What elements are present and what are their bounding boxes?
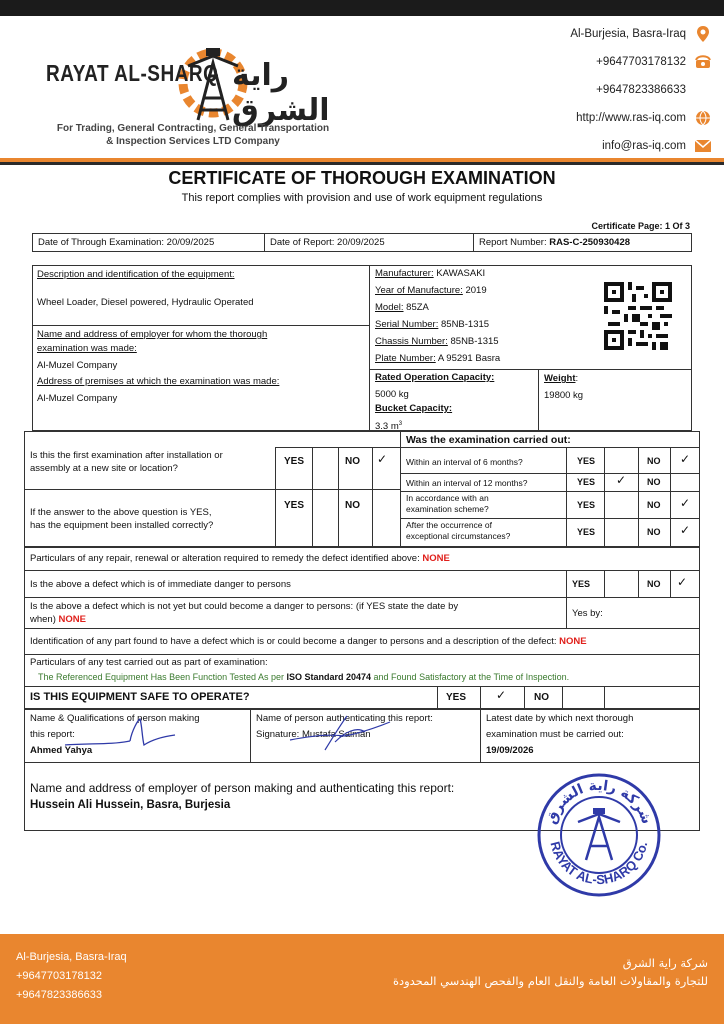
exam-date: Date of Through Examination: 20/09/2025 (38, 237, 215, 248)
exceptional-circumstances: After the occurrence of exceptional circumstances? (406, 520, 511, 541)
contact-address: Al-Burjesia, Basra-Iraq (452, 20, 712, 48)
weight-value: 19800 kg (544, 390, 584, 401)
footer-contact: Al-Burjesia, Basra-Iraq +9647703178132 +9647823386633 (16, 951, 127, 1001)
q2-no[interactable]: NO (345, 500, 360, 511)
question-first-exam: Is this the first examination after installation or (30, 450, 223, 461)
q1-no-tick: ✓ (377, 452, 388, 466)
svg-text:RAYAT AL-SHARQ Co.: RAYAT AL-SHARQ Co. (547, 839, 651, 888)
employer-value: Al-Muzel Company (37, 360, 118, 371)
plate-number: Plate Number: A 95291 Basra (375, 353, 501, 364)
employer-label: Name and address of employer for whom the thorough (37, 329, 268, 340)
certificate-subtitle: This report complies with provision and use of work equipment regulations (181, 192, 543, 204)
report-maker-name: Ahmed Yahya (30, 745, 93, 756)
test-particulars-label: Particulars of any test carried out as part of examination: (30, 657, 268, 668)
logo-text-en: RAYAT AL-SHARQ (46, 61, 219, 87)
carried-out-title: Was the examination carried out: (406, 434, 571, 446)
envelope-icon (694, 137, 712, 155)
top-bar (0, 0, 724, 16)
phone-icon (694, 53, 712, 71)
company-stamp (536, 772, 662, 898)
dark-divider (0, 162, 724, 165)
contact-email: info@ras-iq.com (452, 132, 712, 160)
safe-yes[interactable]: YES (446, 692, 467, 703)
report-date: Date of Report: 20/09/2025 (270, 237, 385, 248)
interval-12-months: Within an interval of 12 months? (406, 478, 528, 488)
test-particulars-value: The Referenced Equipment Has Been Function Tested As per ISO Standard 20474 and Found Satisfactory at the Time of Inspection. (38, 672, 570, 682)
yes-by: Yes by: (572, 608, 603, 619)
q1-yes[interactable]: YES (284, 456, 305, 467)
report-number: Report Number: RAS-C-250930428 (479, 237, 631, 248)
desc-label: Description and identification of the equipment: (37, 269, 235, 280)
location-pin-icon (694, 25, 712, 43)
immediate-danger-question: Is the above a defect which is of immediate danger to persons (30, 579, 291, 590)
authenticator-label: Name of person authenticating this report: (256, 713, 433, 724)
logo-subtitle: For Trading, General Contracting, General Transportation & Inspection Services LTD Company (56, 123, 330, 147)
contact-phone-1: +9647703178132 (452, 48, 712, 76)
authenticator-name: Signature: Mustafa Salman (256, 729, 371, 740)
interval-6-months: Within an interval of 6 months? (406, 457, 523, 467)
signature-authenticator (285, 712, 395, 754)
bucket-value: 3.3 $m^3$ (375, 421, 403, 433)
manufacturer: Manufacturer: KAWASAKI (375, 268, 486, 279)
model: Model: 85ZA (375, 302, 429, 313)
future-danger-question: Is the above a defect which is not yet but could become a danger to persons: (if YES state the date by (30, 601, 459, 612)
premises-value: Al-Muzel Company (37, 393, 118, 404)
safe-to-operate-question: IS THIS EQUIPMENT SAFE TO OPERATE? (30, 691, 250, 703)
bucket-label: Bucket Capacity: (375, 403, 453, 414)
footer (0, 934, 724, 1024)
contact-block (452, 20, 712, 160)
capacity-label: Rated Operation Capacity: (375, 372, 495, 383)
next-exam-date: 19/09/2026 (486, 745, 534, 756)
safe-yes-tick: ✓ (496, 688, 507, 702)
premises-label: Address of premises at which the examination was made: (37, 376, 280, 387)
desc-value: Wheel Loader, Diesel powered, Hydraulic Operated (37, 297, 254, 308)
q1-no[interactable]: NO (345, 456, 360, 467)
certificate-title: CERTIFICATE OF THOROUGH EXAMINATION (168, 168, 556, 188)
signature-maker (60, 715, 180, 755)
contact-phone-2: +9647823386633 (596, 84, 686, 96)
chassis-number: Chassis Number: 85NB-1315 (375, 336, 499, 347)
repair-particulars: Particulars of any repair, renewal or alteration required to remedy the defect identified above: NONE (30, 553, 450, 564)
weight: Weight: (544, 373, 579, 384)
question-installed: If the answer to the above question is YES, (30, 507, 212, 518)
report-maker-label: Name & Qualifications of person making (30, 713, 200, 724)
company-logo (28, 18, 358, 150)
svg-text:شركة راية الشرق: شركة راية الشرق (543, 777, 655, 827)
qr-code (604, 282, 672, 350)
year-of-manufacture: Year of Manufacture: 2019 (375, 285, 487, 296)
q2-yes[interactable]: YES (284, 500, 305, 511)
serial-number: Serial Number: 85NB-1315 (375, 319, 490, 330)
employer-person-value: Hussein Ali Hussein, Basra, Burjesia (30, 799, 231, 811)
logo-text-ar: راية الشرق (232, 58, 330, 128)
capacity-value: 5000 kg (375, 389, 409, 400)
next-exam-label: Latest date by which next thorough (486, 713, 634, 724)
footer-arabic-name: شركة راية الشرق للتجارة والمقاولات العامة والنقل العام والفحص الهندسي المحدودة (392, 956, 708, 988)
defect-identification: Identification of any part found to have a defect which is or could become a danger to persons and a description of the defect: NONE (30, 636, 587, 647)
globe-icon (694, 109, 712, 127)
contact-website: http://www.ras-iq.com (452, 104, 712, 132)
safe-no[interactable]: NO (534, 692, 549, 703)
employer-person-label: Name and address of employer of person making and authenticating this report: (30, 781, 455, 795)
page-number: Certificate Page: 1 Of 3 (591, 221, 690, 231)
examination-scheme: In accordance with an examination scheme? (406, 493, 489, 514)
